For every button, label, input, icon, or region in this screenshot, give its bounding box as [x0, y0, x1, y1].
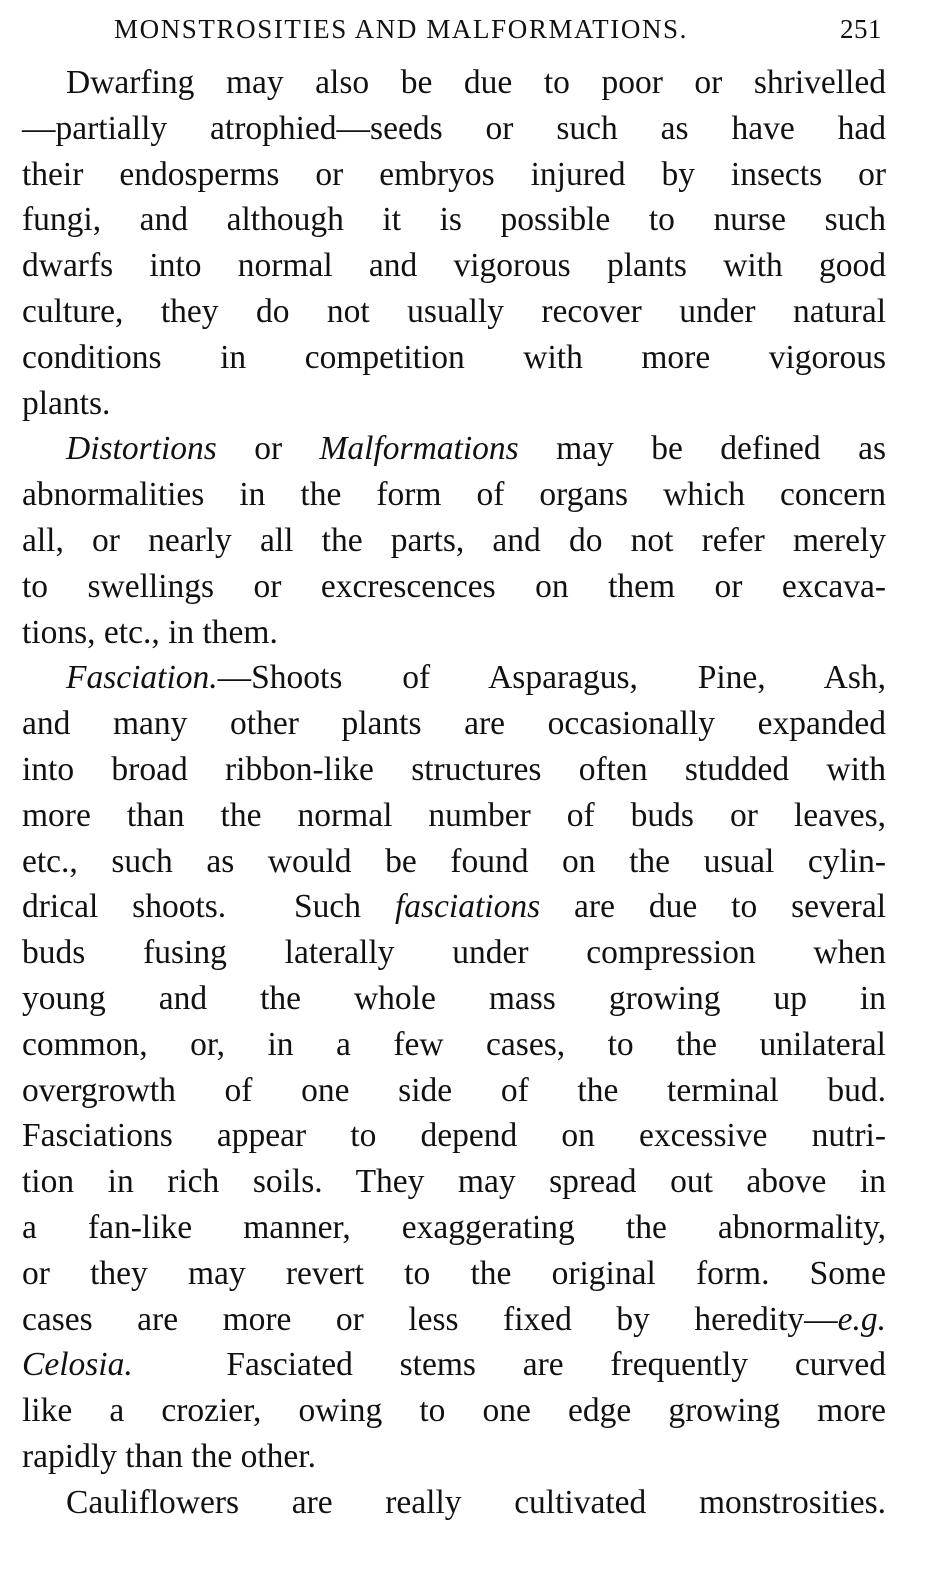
text-line: a fan-like manner, exaggerating the abnormality, — [22, 1208, 886, 1246]
text-line: or they may revert to the original form. Some — [22, 1254, 886, 1292]
italic-abbreviation: e.g. — [837, 1300, 886, 1338]
italic-term: Celosia. — [22, 1346, 133, 1384]
running-head — [22, 14, 886, 60]
section-heading: Fasciation. — [66, 659, 218, 697]
book-page — [22, 0, 886, 1526]
italic-term: Malformations — [319, 430, 519, 468]
italic-term: Distortions — [66, 430, 217, 468]
text-line — [22, 1297, 886, 1343]
text-line: rapidly than the other. — [22, 1437, 316, 1475]
text-line: etc., such as would be found on the usual cylin- — [22, 842, 886, 880]
text-line: fungi, and although it is possible to nurse such — [22, 201, 886, 239]
text-line: like a crozier, owing to one edge growing more — [22, 1392, 886, 1430]
page-number: 251 — [840, 14, 882, 44]
text-line: all, or nearly all the parts, and do not refer merely — [22, 521, 886, 559]
text-line: young and the whole mass growing up in — [22, 979, 886, 1017]
text-line: conditions in competition with more vigorous — [22, 338, 886, 376]
text-line: tion in rich soils. They may spread out above in — [22, 1163, 886, 1201]
text-line: more than the normal number of buds or leaves, — [22, 796, 886, 834]
text-line: Dwarfing may also be due to poor or shrivelled — [66, 64, 886, 101]
text-line: abnormalities in the form of organs which concern — [22, 476, 886, 514]
text-run: Fasciated stems are frequently curved — [132, 1346, 886, 1384]
paragraph-cauliflowers — [22, 1480, 886, 1526]
text-line: Fasciations appear to depend on excessive nutri- — [22, 1117, 886, 1155]
text-line: into broad ribbon-like structures often studded with — [22, 750, 886, 788]
text-line — [22, 655, 886, 701]
text-line: culture, they do not usually recover under natural — [22, 292, 886, 330]
text-line: and many other plants are occasionally expanded — [22, 705, 886, 743]
text-run: are due to several — [540, 888, 886, 926]
text-line — [22, 884, 886, 930]
text-line: Cauliflowers are really cultivated monstrosities. — [66, 1483, 886, 1521]
text-line: common, or, in a few cases, to the unilateral — [22, 1025, 886, 1063]
text-line — [22, 426, 886, 472]
text-line: tions, etc., in them. — [22, 613, 278, 651]
text-line: overgrowth of one side of the terminal bud. — [22, 1071, 886, 1109]
text-line: to swellings or excrescences on them or excava- — [22, 567, 886, 605]
text-run: cases are more or less fixed by heredity— — [22, 1300, 838, 1338]
text-run: may be defined as — [518, 430, 886, 468]
paragraph-distortions — [22, 426, 886, 655]
text-run: drical shoots. Such — [22, 888, 395, 926]
text-run: or — [216, 430, 320, 468]
text-line: —partially atrophied—seeds or such as have had — [22, 109, 886, 147]
text-line: buds fusing laterally under compression when — [22, 934, 886, 972]
text-line: plants. — [22, 384, 111, 422]
paragraph-dwarfing — [22, 60, 886, 426]
text-line: dwarfs into normal and vigorous plants with good — [22, 247, 886, 285]
text-run: —Shoots of Asparagus, Pine, Ash, — [217, 659, 886, 697]
italic-term: fasciations — [394, 888, 541, 926]
paragraph-fasciation — [22, 655, 886, 1479]
text-line: their endosperms or embryos injured by insects or — [22, 155, 886, 193]
running-title: MONSTROSITIES AND MALFORMATIONS. — [114, 14, 689, 44]
text-line — [22, 1342, 886, 1388]
